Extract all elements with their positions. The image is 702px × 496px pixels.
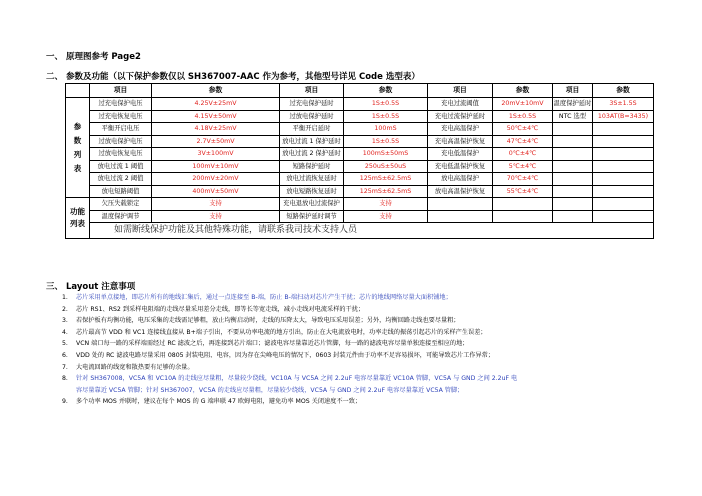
param-item-cell: 短路保护延时 [280, 160, 344, 173]
header-cell-3: 项目 [280, 84, 344, 98]
param-value-cell: 400mV±50mV [152, 185, 280, 198]
param-value-cell: 4.15V±50mV [152, 110, 280, 123]
header-cell-4: 参数 [344, 84, 428, 98]
note-number: 8. [62, 375, 68, 383]
note-number: 1. [62, 294, 68, 301]
param-item-cell: 充电低温保护恢复 [428, 160, 493, 173]
note-text: 芯片采用单点接地，即芯片所有的地线汇集后，通过一点连接至 B-端，防止 B-端扫动对芯片产生干扰；芯片的地线网络尽量大面积铺地； [76, 294, 452, 301]
table-row [66, 148, 654, 161]
header-cell-7: 项目 [553, 84, 593, 98]
param-value-cell: 100mS [344, 123, 428, 136]
function-item-cell: 短路保护延时调节 [280, 210, 344, 223]
layout-notes-list [62, 292, 662, 408]
empty-cell [428, 198, 493, 211]
note-text: 针对 SH367008，VC5A 和 VC10A 的走线应尽量粗，尽量较少绕线，VC10A 与 VC5A 之间 2.2uF 电容尽量靠近 VC10A 管脚，VC5A 与 GND 之间 2.2uF 电 [76, 375, 518, 383]
param-item-cell [553, 160, 593, 173]
param-value-cell: 103AT(B=3435) [593, 110, 654, 123]
empty-cell [553, 198, 593, 211]
note-number: 3. [62, 317, 68, 325]
param-item-cell: 过放电保护延时 [280, 110, 344, 123]
param-item-cell: 放电短路阈值 [90, 185, 152, 198]
param-value-cell: 2.7V±50mV [152, 135, 280, 148]
function-support-cell: 支持 [344, 198, 428, 211]
param-item-cell: 平衡开启电压 [90, 123, 152, 136]
param-item-cell [553, 135, 593, 148]
function-item-cell: 温度保护调节 [90, 210, 152, 223]
header-cell-8: 参数 [593, 84, 654, 98]
function-item-cell: 欠压失载锁定 [90, 198, 152, 211]
param-value-cell: 100mV±10mV [152, 160, 280, 173]
param-value-cell [593, 123, 654, 136]
param-value-cell: 50℃±4℃ [493, 123, 553, 136]
param-item-cell: NTC 选型 [553, 110, 593, 123]
empty-cell [553, 210, 593, 223]
param-item-cell: 放电过流 1 阈值 [90, 160, 152, 173]
empty-cell [593, 198, 654, 211]
param-item-cell: 放电高温保护恢复 [428, 185, 493, 198]
param-value-cell [593, 185, 654, 198]
layout-note-item [62, 350, 662, 362]
param-value-cell: 3S±1.5S [593, 98, 654, 111]
note-text: VCN 端口每一路的采样端需经过 RC 滤波之后，再连接到芯片端口；滤波电容尽量靠近芯片管脚，每一路的滤波电容尽量单独连接至相应的地； [76, 340, 469, 348]
note-number: 5. [62, 340, 68, 348]
note-number: 2. [62, 305, 68, 313]
table-header-row [66, 84, 654, 98]
param-value-cell [593, 148, 654, 161]
layout-note-item [62, 327, 662, 339]
param-item-cell: 过放电保护电压 [90, 135, 152, 148]
param-value-cell: 5℃±4℃ [493, 160, 553, 173]
param-item-cell: 过充电保护电压 [90, 98, 152, 111]
function-support-cell: 支持 [344, 210, 428, 223]
param-item-cell: 放电短路恢复延时 [280, 185, 344, 198]
param-value-cell: 20mV±10mV [493, 98, 553, 111]
param-value-cell: 100mS±50mS [344, 148, 428, 161]
param-value-cell: 0℃±4℃ [493, 148, 553, 161]
table-row [66, 98, 654, 111]
param-value-cell: 1S±0.5S [493, 110, 553, 123]
layout-note-item [62, 373, 662, 396]
param-value-cell: 4.25V±25mV [152, 98, 280, 111]
param-value-cell [593, 135, 654, 148]
empty-cell [493, 198, 553, 211]
param-value-cell: 70℃±4℃ [493, 173, 553, 186]
param-value-cell: 250uS±50uS [344, 160, 428, 173]
param-value-cell: 1S±0.5S [344, 110, 428, 123]
param-item-cell: 过充电保护延时 [280, 98, 344, 111]
param-value-cell: 1S±0.5S [344, 135, 428, 148]
function-support-cell: 支持 [152, 210, 280, 223]
table-row [66, 185, 654, 198]
layout-note-item [62, 396, 662, 408]
note-number: 7. [62, 363, 68, 371]
table-row [66, 110, 654, 123]
header-cell-1: 项目 [90, 84, 152, 98]
note-text: 芯片最高节 VDD 和 VC1 连接线直接从 B+端子引出，不要从功率电流的地方引出，防止在大电流放电时，功率走线的振荡引起芯片的采样产生误差； [76, 328, 487, 336]
param-item-cell: 过充电恢复电压 [90, 110, 152, 123]
param-item-cell: 放电过流 1 保护延时 [280, 135, 344, 148]
param-item-cell: 充电高温保护恢复 [428, 135, 493, 148]
empty-cell [428, 210, 493, 223]
table-row [66, 135, 654, 148]
note-text: 若保护板有均衡功能，电压采集的走线需足够粗，放止均衡启动时，走线的压降太大，导致电压采用误差；另外，均衡回路走线也要尽量粗； [76, 317, 460, 325]
heading-schematic-reference: 一、 原理图参考 Page2 [46, 52, 141, 62]
table-row [66, 160, 654, 173]
param-value-cell: 200mV±20mV [152, 173, 280, 186]
note-text: 大电流回路的线宽和散热要有足够的余量。 [76, 363, 194, 371]
param-item-cell: 充电高温保护 [428, 123, 493, 136]
param-item-cell [553, 123, 593, 136]
function-row [66, 198, 654, 211]
table-row [66, 123, 654, 136]
param-value-cell: 1S±0.5S [344, 98, 428, 111]
header-cell-5: 项目 [428, 84, 493, 98]
header-cell-2: 参数 [152, 84, 280, 98]
header-corner-cell [66, 84, 90, 98]
param-value-cell: 4.18V±25mV [152, 123, 280, 136]
layout-note-item [62, 362, 662, 374]
layout-note-item [62, 304, 662, 316]
note-text-continued: 容尽量靠近 VC5A 管脚；针对 SH367007，VC5A 的走线应尽量粗，尽量较少绕线，VC5A 与 GND 之间 2.2uF 电容尽量靠近 VC5A 管脚； [76, 386, 464, 394]
param-value-cell [593, 160, 654, 173]
parameter-table [65, 83, 654, 239]
param-item-cell [553, 173, 593, 186]
function-item-cell: 充电退放电过流保护 [280, 198, 344, 211]
param-list-label: 参 数 列 表 [66, 98, 90, 198]
note-number: 6. [62, 351, 68, 359]
note-text: VDD 处的 RC 滤波电路尽量采用 0805 封装电阻、电容，因为存在尖峰电压的情况下，0603 封装元件由于功率不足容易损坏，可能导致芯片工作异常； [76, 351, 495, 359]
header-cell-6: 参数 [493, 84, 553, 98]
param-item-cell: 放电过流 2 保护延时 [280, 148, 344, 161]
param-value-cell: 47℃±4℃ [493, 135, 553, 148]
param-value-cell: 55℃±4℃ [493, 185, 553, 198]
param-value-cell: 3V±100mV [152, 148, 280, 161]
heading-layout-notes: 三、 Layout 注意事项 [46, 282, 136, 292]
heading-parameters-functions: 二、 参数及功能（以下保护参数仅以 SH367007-AAC 作为参考，其他型号详见 Code 选型表） [46, 72, 420, 82]
param-value-cell: 125mS±62.5mS [344, 173, 428, 186]
table-row [66, 173, 654, 186]
param-item-cell: 充电过流阈值 [428, 98, 493, 111]
param-item-cell [553, 148, 593, 161]
note-text: 芯片 RS1、RS2 到采样电阻端的走线尽量采用差分走线，即等长等宽走线，减小走线对电流采样的干扰； [76, 305, 365, 313]
empty-cell [593, 210, 654, 223]
note-number: 9. [62, 398, 68, 406]
param-item-cell: 放电高温保护 [428, 173, 493, 186]
param-item-cell: 平衡开启延时 [280, 123, 344, 136]
table-note-row [66, 223, 654, 239]
layout-note-item [62, 315, 662, 327]
function-support-cell: 支持 [152, 198, 280, 211]
support-contact-note: 如需断线保护功能及其他特殊功能，请联系我司技术支持人员 [90, 223, 654, 239]
layout-note-item [62, 292, 662, 304]
param-item-cell: 放电过流 2 阈值 [90, 173, 152, 186]
layout-note-item [62, 338, 662, 350]
param-value-cell: 125mS±62.5mS [344, 185, 428, 198]
param-item-cell [553, 185, 593, 198]
param-item-cell: 过放电恢复电压 [90, 148, 152, 161]
param-item-cell: 充电过流保护延时 [428, 110, 493, 123]
note-text: 多个功率 MOS 并联时，建议在每个 MOS 的 G 端串联 47 欧姆电阻，避免功率 MOS 关闭速度不一致； [76, 398, 362, 406]
function-row [66, 210, 654, 223]
param-item-cell: 温度保护延时 [553, 98, 593, 111]
param-item-cell: 放电过流恢复延时 [280, 173, 344, 186]
function-list-label: 功能 列表 [66, 198, 90, 239]
note-number: 4. [62, 328, 68, 336]
empty-cell [493, 210, 553, 223]
param-value-cell [593, 173, 654, 186]
param-item-cell: 充电低温保护 [428, 148, 493, 161]
